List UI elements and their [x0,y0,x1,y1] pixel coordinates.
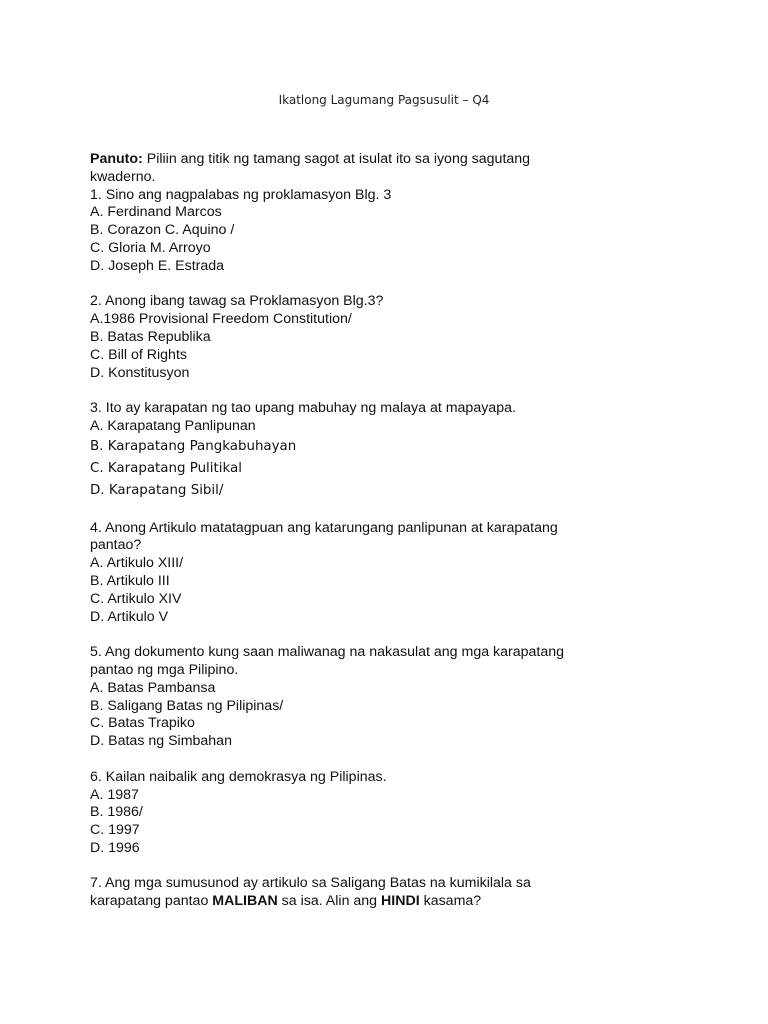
q5-choice-c: C. Batas Trapiko [90,715,195,732]
q3-choice-b: B. Karapatang Pangkabuhayan [90,438,297,454]
instructions [90,151,650,169]
q6-choice-b: B. 1986/ [90,804,143,821]
spacer [90,276,650,294]
question-4-cont: pantao? [90,537,142,554]
q2-choice-b: B. Batas Republika [90,328,211,345]
q1-choice-b: B. Corazon C. Aquino / [90,222,235,239]
spacer [90,858,650,876]
spacer [90,382,650,400]
q3-choice-c: C. Karapatang Pulitikal [90,460,242,476]
spacer [90,751,650,769]
q7-emphasis-hindi: HINDI [381,893,420,910]
q3-choice-d: D. Karapatang Sibil/ [90,482,224,498]
instructions-label: Panuto: [90,151,143,167]
page-title: Ikatlong Lagumang Pagsusulit – Q4 [278,93,490,107]
spacer [90,502,650,520]
question-5: 5. Ang dokumento kung saan maliwanag na nakasulat ang mga karapatang [90,644,565,661]
question-7: 7. Ang mga sumusunod ay artikulo sa Saligang Batas na kumikilala sa [90,875,531,892]
q4-choice-d: D. Artikulo V [90,608,169,625]
instructions-text-cont: kwaderno. [90,168,156,185]
q6-choice-a: A. 1987 [90,786,139,803]
question-6: 6. Kailan naibalik ang demokrasya ng Pilipinas. [90,768,387,785]
q3-choice-a: A. Karapatang Panlipunan [90,417,256,434]
q7-emphasis-maliban: MALIBAN [212,893,278,910]
q5-choice-b: B. Saligang Batas ng Pilipinas/ [90,697,284,714]
q4-choice-b: B. Artikulo III [90,572,170,589]
q5-choice-a: A. Batas Pambansa [90,679,216,696]
q4-choice-a: A. Artikulo XIII/ [90,555,184,572]
q2-choice-d: D. Konstitusyon [90,364,190,381]
q1-choice-a: A. Ferdinand Marcos [90,204,222,221]
question-1: 1. Sino ang nagpalabas ng proklamasyon Blg. 3 [90,186,392,203]
q2-choice-c: C. Bill of Rights [90,346,187,363]
question-3: 3. Ito ay karapatan ng tao upang mabuhay ng malaya at mapayapa. [90,400,516,417]
q7-text-a: karapatang pantao [90,893,213,910]
q6-choice-d: D. 1996 [90,839,140,856]
q1-choice-c: C. Gloria M. Arroyo [90,239,211,256]
question-7-cont [90,893,650,911]
spacer [90,626,650,644]
quiz-body [90,151,650,911]
question-5-cont: pantao ng mga Pilipino. [90,661,239,678]
q2-choice-a: A.1986 Provisional Freedom Constitution/ [90,311,352,328]
q4-choice-c: C. Artikulo XIV [90,590,182,607]
question-4: 4. Anong Artikulo matatagpuan ang katarungang panlipunan at karapatang [90,519,558,536]
q1-choice-d: D. Joseph E. Estrada [90,257,225,274]
instructions-text: Piliin ang titik ng tamang sagot at isulat ito sa iyong sagutang [142,151,531,167]
q6-choice-c: C. 1997 [90,822,140,839]
q5-choice-d: D. Batas ng Simbahan [90,733,232,750]
q7-text-e: kasama? [419,893,482,910]
q7-text-c: sa isa. Alin ang [277,893,382,910]
question-2: 2. Anong ibang tawag sa Proklamasyon Blg.3? [90,293,384,310]
